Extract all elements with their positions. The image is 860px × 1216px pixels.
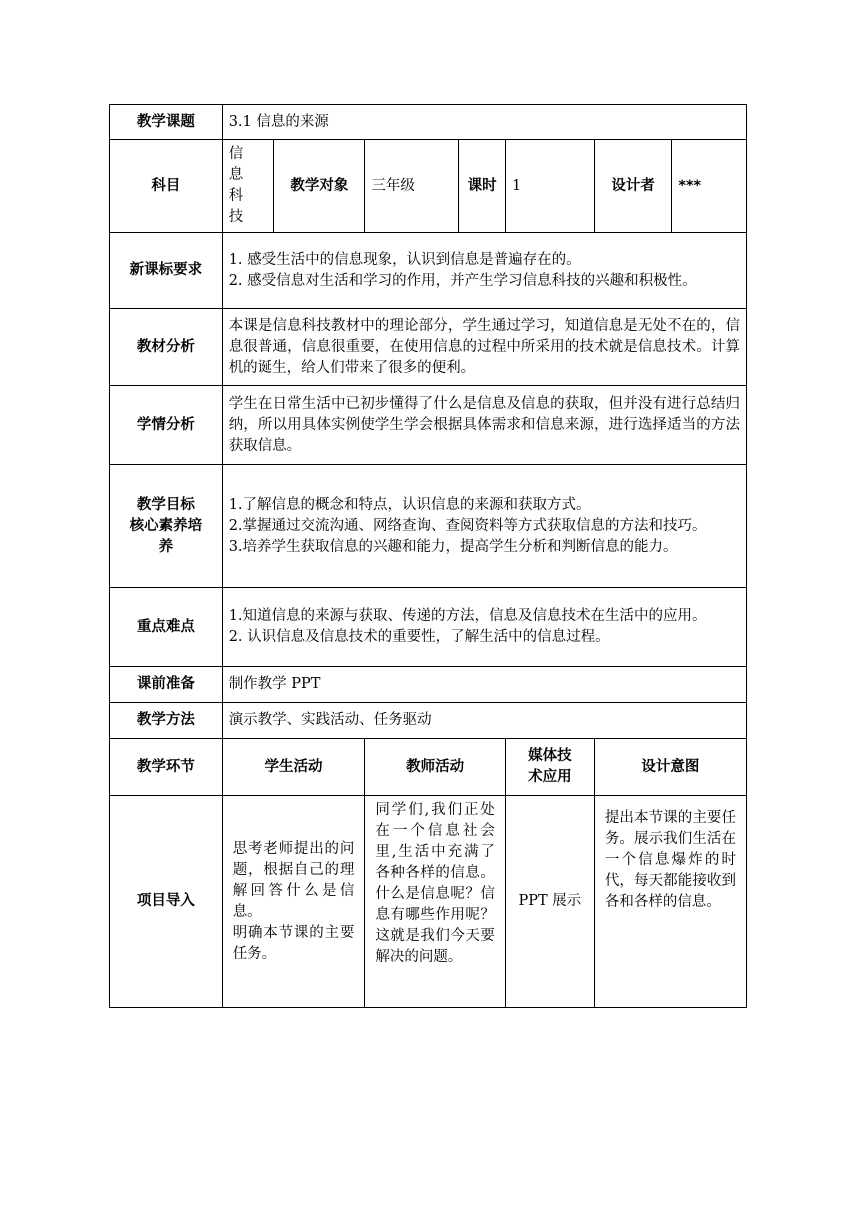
key-points-line-2: 2. 认识信息及信息技术的重要性，了解生活中的信息过程。 (228, 629, 610, 645)
standards-label: 新课标要求 (110, 233, 223, 309)
intro-intent: 提出本节课的主要任务。展示我们生活在一个信息爆炸的时代，每天都能接收到各和各样的信息。 (594, 796, 746, 1008)
goals-row (110, 465, 747, 588)
intro-media: PPT 展示 (505, 796, 594, 1008)
key-points-content (222, 588, 746, 667)
key-points-label: 重点难点 (110, 588, 223, 667)
goals-content (222, 465, 746, 588)
topic-label: 教学课题 (110, 105, 223, 140)
method-label: 教学方法 (110, 703, 223, 739)
subject-row (110, 140, 747, 233)
header-student: 学生活动 (222, 739, 365, 796)
key-points-line-1: 1.知道信息的来源与获取、传递的方法，信息及信息技术在生活中的应用。 (228, 608, 707, 624)
preparation-label: 课前准备 (110, 667, 223, 703)
lesson-plan-table (109, 104, 747, 1008)
goals-label-line-1: 教学目标 (136, 496, 195, 513)
goals-line-2: 2.掌握通过交流沟通、网络查询、查阅资料等方式获取信息的方法和技巧。 (228, 517, 707, 534)
header-teacher: 教师活动 (365, 739, 506, 796)
learners-text: 学生在日常生活中已初步懂得了什么是信息及信息的获取，但并没有进行总结归纳，所以用具体实例使学生学会根据具体需求和信息来源，进行选择适当的方法获取信息。 (222, 386, 746, 465)
preparation-row (110, 667, 747, 703)
standards-row (110, 233, 747, 309)
header-intent: 设计意图 (594, 739, 746, 796)
standards-line-1: 1. 感受生活中的信息现象，认识到信息是普遍存在的。 (228, 251, 581, 268)
audience-value: 三年级 (365, 140, 459, 233)
goals-line-3: 3.培养学生获取信息的兴趣和能力，提高学生分析和判断信息的能力。 (228, 538, 678, 555)
intro-student (222, 796, 365, 1008)
topic-value: 3.1 信息的来源 (222, 105, 746, 140)
intro-student-extra: 明确本节课的主要任务。 (232, 924, 355, 962)
materials-label: 教材分析 (110, 309, 223, 386)
header-stage: 教学环节 (110, 739, 223, 796)
method-row (110, 703, 747, 739)
intro-teacher: 同学们,我们正处在一个信息社会里,生活中充满了各种各样的信息。什么是信息呢？信息有哪些作用呢？这就是我们今天要解决的问题。 (365, 796, 506, 1008)
intro-student-text: 思考老师提出的问题，根据自己的理解回答什么是信息。 (232, 840, 355, 920)
preparation-value: 制作教学 PPT (222, 667, 746, 703)
process-header-row (110, 739, 747, 796)
hours-value: 1 (505, 140, 594, 233)
intro-stage: 项目导入 (110, 796, 223, 1008)
designer-label: 设计者 (594, 140, 672, 233)
audience-label: 教学对象 (274, 140, 365, 233)
goals-line-1: 1.了解信息的概念和特点，认识信息的来源和获取方式。 (228, 496, 591, 513)
learners-row (110, 386, 747, 465)
method-value: 演示教学、实践活动、任务驱动 (222, 703, 746, 739)
materials-text: 本课是信息科技教材中的理论部分，学生通过学习，知道信息是无处不在的，信息很普通，信息很重要，在使用信息的过程中所采用的技术就是信息技术。计算机的诞生，给人们带来了很多的便利。 (222, 309, 746, 386)
header-media-line-1: 媒体技 (528, 748, 572, 764)
designer-value: *** (672, 140, 747, 233)
header-media (505, 739, 594, 796)
standards-content (222, 233, 746, 309)
goals-label (110, 465, 223, 588)
hours-label: 课时 (459, 140, 506, 233)
subject-value: 信 息 科 技 (222, 140, 274, 233)
standards-line-2: 2. 感受信息对生活和学习的作用，并产生学习信息科技的兴趣和积极性。 (228, 272, 697, 289)
goals-label-line-3: 养 (158, 538, 174, 555)
intro-row (110, 796, 747, 1008)
learners-label: 学情分析 (110, 386, 223, 465)
materials-row (110, 309, 747, 386)
key-points-row (110, 588, 747, 667)
topic-row (110, 105, 747, 140)
subject-label: 科目 (110, 140, 223, 233)
header-media-line-2: 术应用 (528, 769, 572, 785)
goals-label-line-2: 核心素养培 (129, 517, 203, 534)
